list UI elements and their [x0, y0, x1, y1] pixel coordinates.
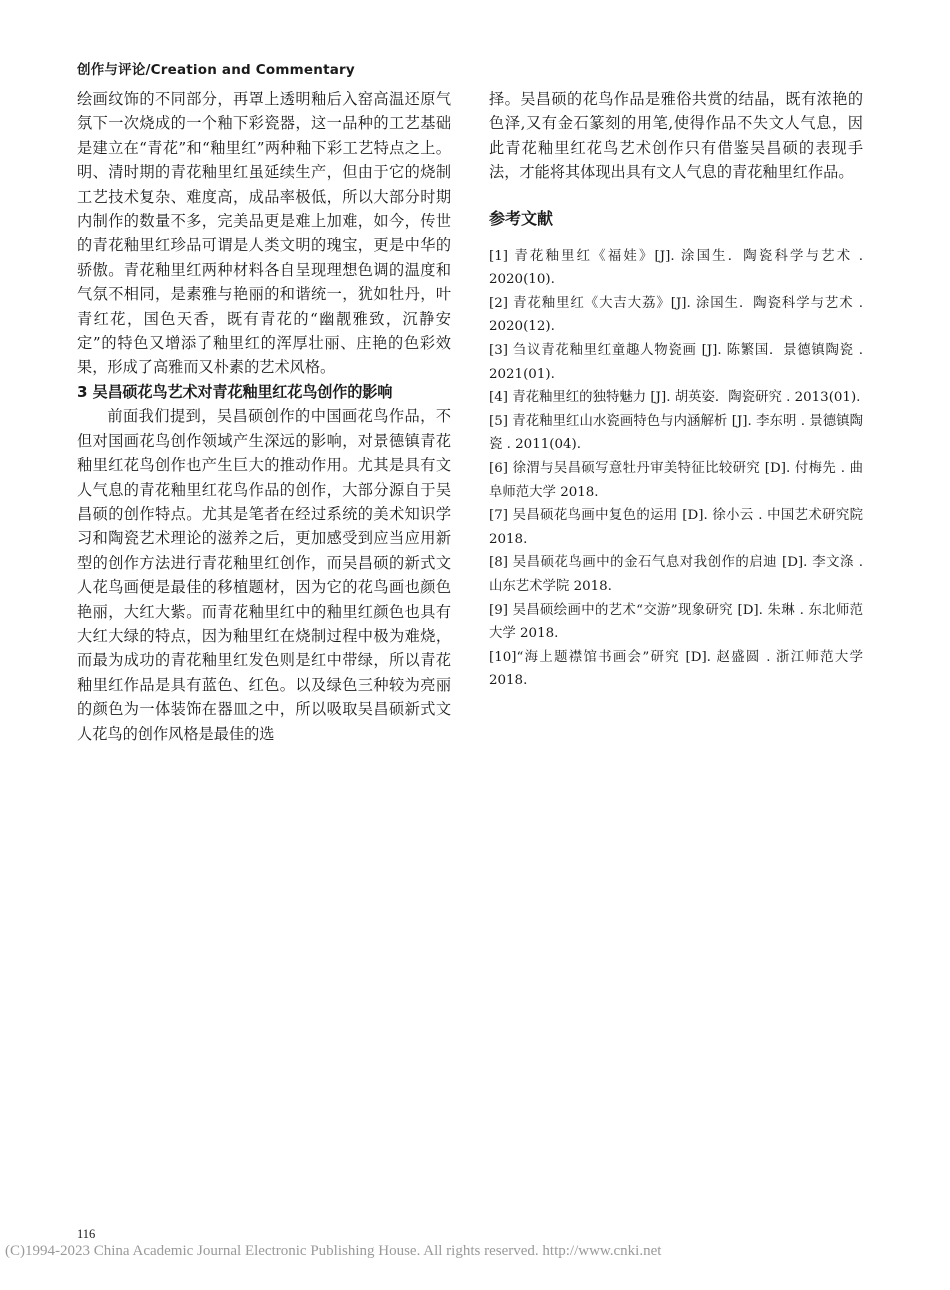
- reference-item: [7] 吴昌硕花鸟画中复色的运用 [D]. 徐小云 . 中国艺术研究院 2018.: [489, 508, 863, 547]
- copyright-footer: (C)1994-2023 China Academic Journal Electronic Publishing House. All rights reserved. http://www.cnki.net: [5, 1243, 662, 1259]
- reference-item: [5] 青花釉里红山水瓷画特色与内涵解析 [J]. 李东明 . 景德镇陶瓷 . 2011(04).: [489, 413, 863, 453]
- reference-item: [6] 徐渭与吴昌硕写意牡丹审美特征比较研究 [D]. 付梅先 . 曲阜师范大学 2018.: [489, 460, 863, 500]
- reference-item: [2] 青花釉里红《大吉大荔》[J]. 涂国生．陶瓷科学与艺术 . 2020(12).: [489, 295, 863, 335]
- left-column: [77, 87, 451, 746]
- reference-item: [9] 吴昌硕绘画中的艺术“交游”现象研究 [D]. 朱琳 . 东北师范大学 2018.: [489, 602, 863, 642]
- reference-item: [4] 青花釉里红的独特魅力 [J]. 胡英姿．陶瓷研究 . 2013(01).: [489, 390, 861, 406]
- body-paragraph-continued: 绘画纹饰的不同部分，再罩上透明釉后入窑高温还原气氛下一次烧成的一个釉下彩瓷器，这一品种的工艺基础是建立在“青花”和“釉里红”两种釉下彩工艺特点之上。明、清时期的青花釉里红虽延续生产，但由于它的烧制工艺技术复杂、难度高，成品率极低，所以大部分时期内制作的数量不多，完美品更是难上加难，如今，传世的青花釉里红珍品可谓是人类文明的瑰宝，更是中华的骄傲。青花釉里红两种材料各自呈现理想色调的温度和气氛不相同，是素雅与艳丽的和谐统一，犹如牡丹，叶青红花，国色天香，既有青花的“幽靓雅致，沉静安定”的特色又增添了釉里红的浑厚壮丽、庄艳的色彩效果，形成了高雅而又朴素的艺术风格。: [77, 90, 451, 377]
- right-column: [489, 87, 863, 693]
- running-head: 创作与评论/Creation and Commentary: [77, 62, 355, 78]
- reference-item: [3] 刍议青花釉里红童趣人物瓷画 [J]. 陈繁国．景德镇陶瓷 . 2021(01).: [489, 343, 863, 382]
- reference-item: [8] 吴昌硕花鸟画中的金石气息对我创作的启迪 [D]. 李文涤 . 山东艺术学院 2018.: [489, 555, 863, 594]
- references-heading: 参考文献: [489, 208, 554, 228]
- reference-item: [10]“海上题襟馆书画会”研究 [D]. 赵盛圆 . 浙江师范大学 2018.: [489, 649, 863, 689]
- reference-list: [489, 245, 863, 693]
- body-paragraph-continued: 择。吴昌硕的花鸟作品是雅俗共赏的结晶，既有浓艳的色泽,又有金石篆刻的用笔,使得作品不失文人气息，因此青花釉里红花鸟艺术创作只有借鉴吴昌硕的表现手法，才能将其体现出具有文人气息的青花釉里红作品。: [489, 90, 863, 182]
- reference-item: [1] 青花釉里红《福娃》[J]. 涂国生．陶瓷科学与艺术 . 2020(10).: [489, 248, 863, 288]
- section-heading: 3 吴昌硕花鸟艺术对青花釉里红花鸟创作的影响: [77, 382, 393, 401]
- page-number: 116: [77, 1227, 96, 1241]
- body-paragraph: 前面我们提到，吴昌硕创作的中国画花鸟作品，不但对国画花鸟创作领域产生深远的影响，对景德镇青花釉里红花鸟创作也产生巨大的推动作用。尤其是具有文人气息的青花釉里红花鸟作品的创作，大部分源自于吴昌硕的创作特点。尤其是笔者在经过系统的美术知识学习和陶瓷艺术理论的滋养之后，更加感受到应当应用新型的创作方法进行青花釉里红创作，而吴昌硕的新式文人花鸟画便是最佳的移植题材，因为它的花鸟画也颜色艳丽，大红大紫。而青花釉里红中的釉里红颜色也具有大红大绿的特点，因为釉里红在烧制过程中极为难烧，而最为成功的青花釉里红发色则是红中带绿，所以青花釉里红作品是具有蓝色、红色。以及绿色三种较为亮丽的颜色为一体装饰在器皿之中，所以吸取吴昌硕新式文人花鸟的创作风格是最佳的选: [77, 407, 451, 743]
